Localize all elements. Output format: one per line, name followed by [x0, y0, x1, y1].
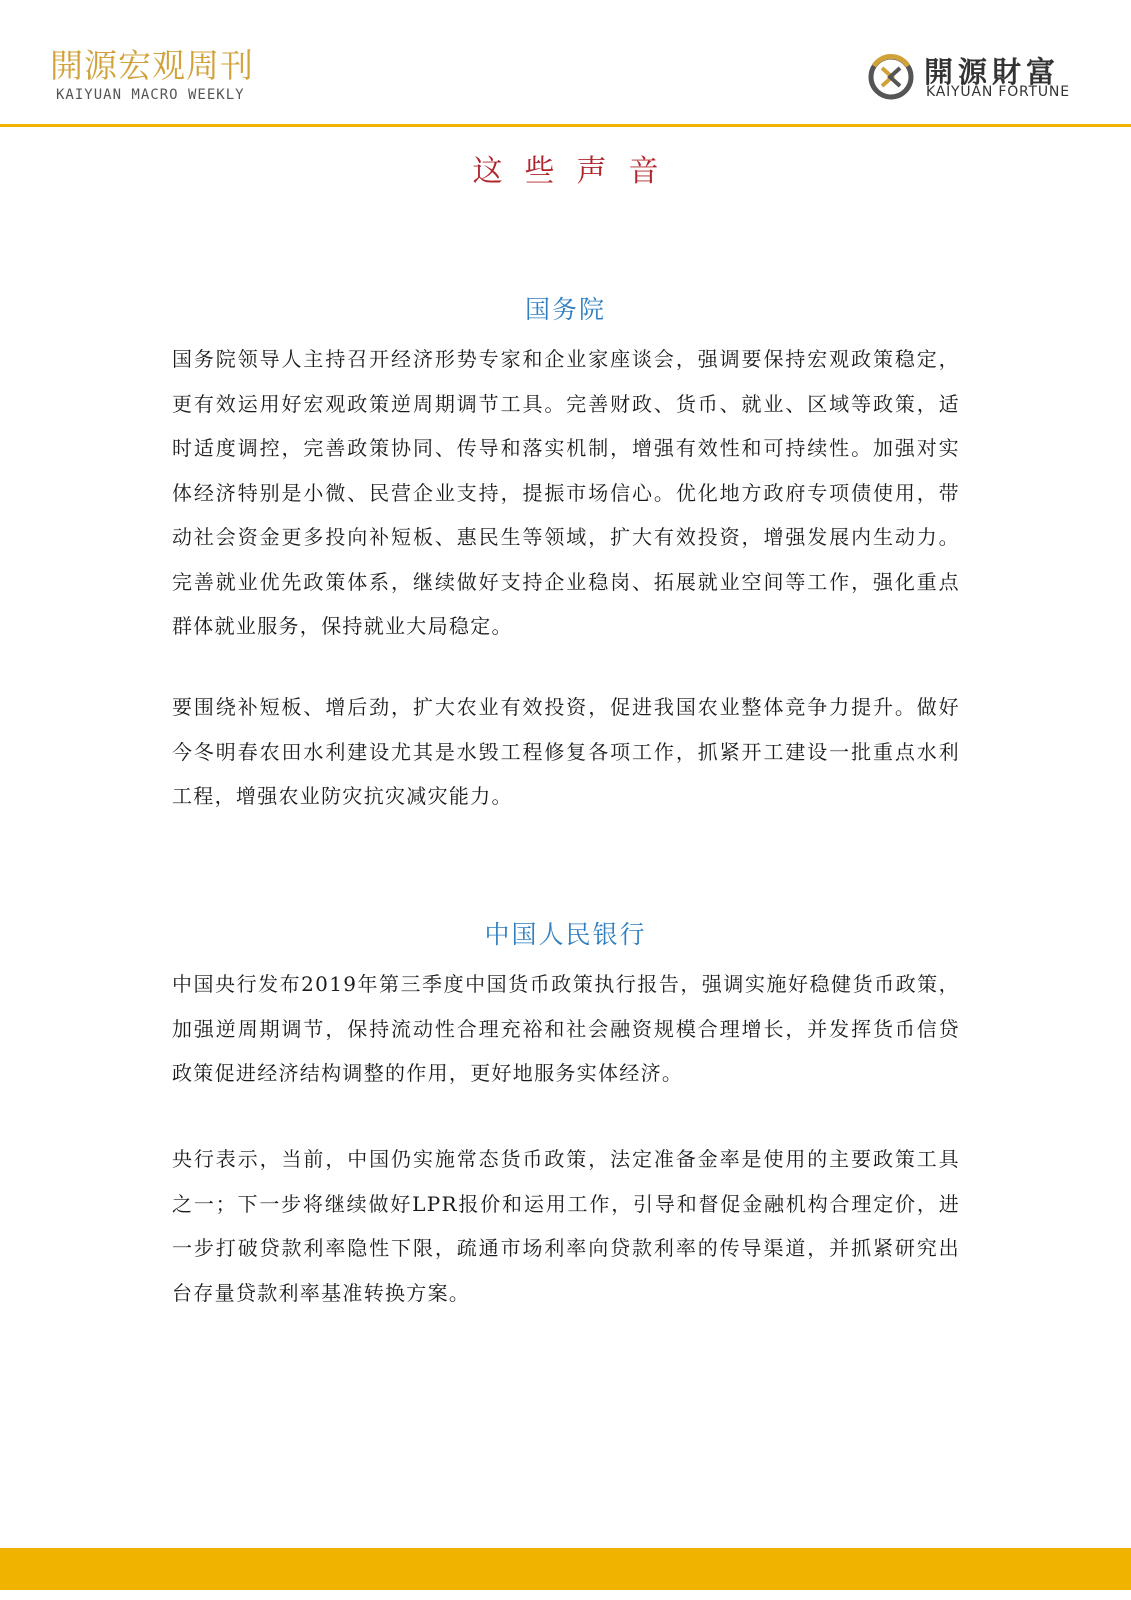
page-title: 这些声音 [472, 154, 681, 189]
logo-chinese-name: 開源財富 [924, 55, 1061, 89]
header-divider [0, 124, 1131, 127]
paragraph-state-council-2: 要围绕补短板、增后劲，扩大农业有效投资，促进我国农业整体竞争力提升。做好今冬明春农田水利建设尤其是水毁工程修复各项工作，抓紧开工建设一批重点水利工程，增强农业防灾抗灾减灾能力。 [172, 695, 960, 808]
publication-title: 開源宏观周刊 [50, 46, 254, 85]
logo-english-name: KAIYUAN FORTUNE [926, 84, 1070, 100]
page-header [0, 0, 1131, 126]
paragraph-pboc-1: 中国央行发布2019年第三季度中国货币政策执行报告，强调实施好稳健货币政策，加强逆周期调节，保持流动性合理充裕和社会融资规模合理增长，并发挥货币信贷政策促进经济结构调整的作用，更好地服务实体经济。 [172, 972, 960, 1085]
paragraph-state-council-1: 国务院领导人主持召开经济形势专家和企业家座谈会，强调要保持宏观政策稳定，更有效运用好宏观政策逆周期调节工具。完善财政、货币、就业、区域等政策，适时适度调控，完善政策协同、传导和落实机制，增强有效性和可持续性。加强对实体经济特别是小微、民营企业支持，提振市场信心。优化地方政府专项债使用，带动社会资金更多投向补短板、惠民生等领域，扩大有效投资，增强发展内生动力。完善就业优先政策体系，继续做好支持企业稳岗、拓展就业空间等工作，强化重点群体就业服务，保持就业大局稳定。 [172, 347, 960, 638]
publication-subtitle: KAIYUAN MACRO WEEKLY [56, 87, 245, 103]
section-heading-pboc: 中国人民银行 [484, 920, 647, 949]
kaiyuan-logo-icon [866, 52, 916, 102]
brand-logo [866, 52, 1096, 108]
paragraph-pboc-2: 央行表示，当前，中国仍实施常态货币政策，法定准备金率是使用的主要政策工具之一；下一步将继续做好LPR报价和运用工作，引导和督促金融机构合理定价，进一步打破贷款利率隐性下限，疏通市场利率向贷款利率的传导渠道，并抓紧研究出台存量贷款利率基准转换方案。 [172, 1147, 960, 1305]
footer-bar [0, 1548, 1131, 1590]
section-heading-state-council: 国务院 [524, 295, 606, 324]
